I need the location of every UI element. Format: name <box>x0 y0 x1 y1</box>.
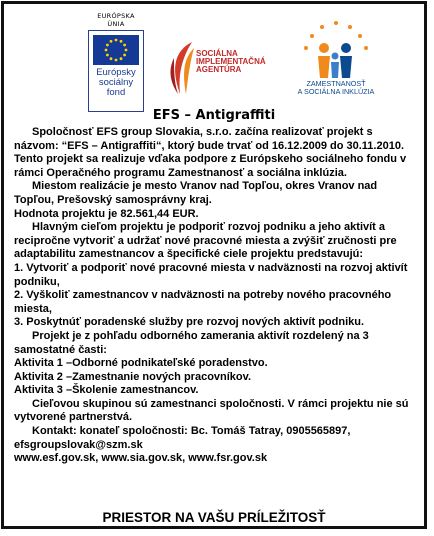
location-paragraph: Miestom realizácie je mesto Vranov nad Topľou, okres Vranov nad Topľou, Prešovský samosprávny kraj. <box>14 180 378 206</box>
website-links: www.esf.gov.sk, www.sia.gov.sk, www.fsr.gov.sk <box>14 452 268 465</box>
eu-logo-caption: EURÓPSKA ÚNIA <box>97 12 135 28</box>
intro-paragraph: Spoločnosť EFS group Slovakia, s.r.o. začína realizovať projekt s názvom: “EFS – Antigraffiti“, ktorý bude trvať od 16.12.2009 do 30.11.2010. Tento projekt sa realizuje vďaka podpore z Európskeho sociálneho fondu v rámci Operačného programu Zamestnanosť a sociálna inklúzia. <box>14 126 407 179</box>
zamestnanost-logo-text: ZAMESTNANOSŤ A SOCIÁLNA INKLÚZIA <box>297 79 375 96</box>
zamestnanost-logo <box>286 18 386 100</box>
footer-slogan: PRIESTOR NA VAŠU PRÍLEŽITOSŤ <box>102 510 326 525</box>
eu-flag-icon <box>93 35 139 65</box>
people-stars-icon <box>286 18 386 80</box>
esf-logo <box>88 12 144 112</box>
activity-3: Aktivita 3 –Školenie zamestnancov. <box>14 384 199 397</box>
contact-paragraph: Kontakt: konateľ spoločnosti: Bc. Tomáš Tatray, 0905565897, efsgroupslovak@szm.sk <box>14 425 351 451</box>
eu-logo-box <box>88 30 144 112</box>
esf-logo-text: Európsky sociálny fond <box>96 67 136 98</box>
poster-frame <box>1 1 427 529</box>
goal-paragraph: Hlavným cieľom projektu je podporiť rozvoj podniku a jeho aktivít a recipročne vytvoriť a udržať nové pracovné miesta a zvýšiť zručnosti pre adaptabilitu zamestnancov a špecifické ciele projektu predstavujú: <box>14 221 397 261</box>
target-group-paragraph: Cieľovou skupinou sú zamestnanci spoločnosti. V rámci projektu nie sú vytvorené partnerstvá. <box>14 397 409 424</box>
project-value: Hodnota projektu je 82.561,44 EUR. <box>14 207 199 220</box>
sia-logo <box>166 38 266 98</box>
structure-paragraph: Projekt je z pohľadu odborného zamerania aktivít rozdelený na 3 samostatné časti: <box>14 329 369 356</box>
document-body <box>14 126 418 466</box>
activity-1: Aktivita 1 –Odborné podnikateľské poradenstvo. <box>14 357 268 370</box>
sia-leaf-icon <box>166 38 200 96</box>
goal-item-1: 1. Vytvoriť a podporiť nové pracovné miesta v nadväznosti na rozvoj aktivít podniku, <box>14 261 408 288</box>
goal-item-3: 3. Poskytnúť poradenské služby pre rozvoj nových aktivít podniku. <box>14 316 365 329</box>
activity-2: Aktivita 2 –Zamestnanie nových pracovníkov. <box>14 370 251 383</box>
goal-item-2: 2. Vyškoliť zamestnancov v nadväznosti na potreby nového pracovného miesta, <box>14 289 392 315</box>
sia-logo-text: SOCIÁLNA IMPLEMENTAČNÁ AGENTÚRA <box>196 49 266 74</box>
page-title: EFS – Antigraffiti <box>152 108 276 123</box>
